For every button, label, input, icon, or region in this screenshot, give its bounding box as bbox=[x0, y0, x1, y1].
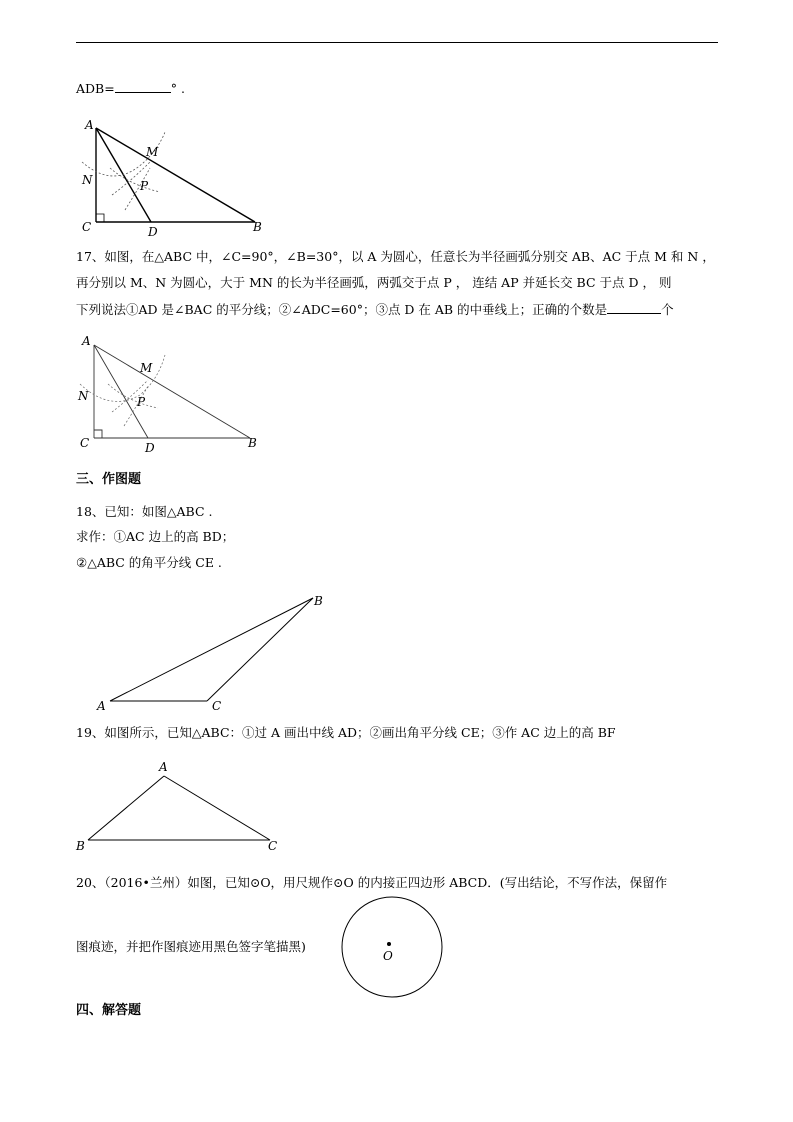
fig2-label-b: B bbox=[248, 436, 257, 450]
fig4-label-b: B bbox=[76, 839, 85, 853]
fig4-label-a: A bbox=[159, 760, 168, 774]
q18-line2: 求作：①AC 边上的高 BD； bbox=[76, 529, 235, 544]
section-3-heading: 三、作图题 bbox=[76, 472, 142, 487]
fig3-label-a: A bbox=[97, 699, 106, 713]
q17-line1: 17、如图，在△ABC 中，∠C=90°，∠B=30°，以 A 为圆心，任意长为半径画弧分别交 AB、AC 于点 M 和 N ， bbox=[76, 249, 715, 264]
q17-line3-prefix: 下列说法①AD 是∠BAC 的平分线；②∠ADC=60°；③点 D 在 AB 的中垂线上；正确的个数是 bbox=[76, 302, 608, 317]
fig2-label-n: N bbox=[78, 389, 89, 403]
fig1-label-b: B bbox=[253, 220, 262, 234]
fig1-label-c: C bbox=[82, 220, 92, 234]
fig5-label-o: O bbox=[383, 949, 393, 963]
fig4-label-c: C bbox=[268, 839, 278, 853]
q18-line1: 18、已知：如图△ABC . bbox=[76, 504, 213, 519]
q16-prefix: ADB= bbox=[76, 81, 115, 96]
fig2-label-d: D bbox=[145, 441, 155, 455]
fig1-label-p: P bbox=[140, 179, 149, 193]
fig3-label-b: B bbox=[314, 594, 323, 608]
q20-line2: 图痕迹，并把作图痕迹用黑色签字笔描黑) bbox=[76, 939, 306, 954]
fig2-label-a: A bbox=[82, 334, 91, 348]
q17-line3-suffix: 个 bbox=[661, 302, 674, 317]
q19-text: 19、如图所示，已知△ABC：①过 A 画出中线 AD；②画出角平分线 CE；③作 AC 边上的高 BF bbox=[76, 725, 616, 740]
q20-line1: 20、（2016•兰州）如图，已知⊙O，用尺规作⊙O 的内接正四边形 ABCD．(写出结论，不写作法，保留作 bbox=[76, 875, 668, 890]
fig1-label-m: M bbox=[146, 145, 159, 159]
q16-suffix: ° . bbox=[170, 81, 185, 96]
fig2-label-p: P bbox=[137, 395, 146, 409]
fig1-label-a: A bbox=[85, 118, 94, 132]
fig2-label-c: C bbox=[80, 436, 90, 450]
fig1-label-n: N bbox=[82, 173, 93, 187]
fig2-label-m: M bbox=[140, 361, 153, 375]
q18-line3: ②△ABC 的角平分线 CE . bbox=[76, 555, 222, 570]
q17-line2: 再分别以 M、N 为圆心，大于 MN 的长为半径画弧，两弧交于点 P ， 连结 AP 并延长交 BC 于点 D ， 则 bbox=[76, 275, 672, 290]
section-4-heading: 四、解答题 bbox=[76, 1003, 142, 1018]
fig3-label-c: C bbox=[212, 699, 222, 713]
fig1-label-d: D bbox=[148, 225, 158, 239]
